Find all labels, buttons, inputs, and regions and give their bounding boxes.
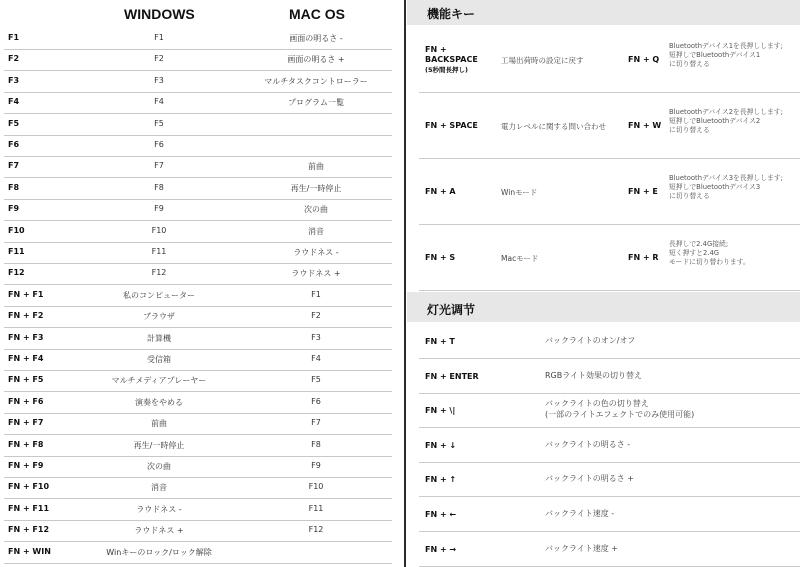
mac-function: 次の曲: [304, 205, 328, 215]
function-description: 電力レベルに関する問い合わせ: [501, 122, 606, 131]
key-combo-secondary: FN + E: [628, 187, 658, 196]
windows-function: 私のコンピューター: [123, 290, 195, 300]
key-combo: F12: [8, 268, 25, 278]
key-combo: FN + F11: [8, 503, 50, 513]
key-combo: FN + →: [425, 544, 457, 554]
key-combo: [425, 45, 478, 75]
key-combo: FN + F2: [8, 311, 44, 321]
key-combo: FN + F3: [8, 332, 44, 342]
key-combo: FN + ↓: [425, 440, 457, 450]
function-description-secondary: Bluetoothデバイス1を長押しします; 短押しでBluetoothデバイス1 に切り替える: [669, 42, 783, 68]
function-description: Macモード: [501, 254, 539, 263]
function-key-row: [419, 225, 800, 291]
key-combo: FN + F7: [8, 418, 44, 428]
key-row: [4, 477, 392, 499]
key-note: (5秒間長押し): [425, 66, 468, 74]
key-combo: [425, 253, 455, 263]
mac-column-header: MAC OS: [289, 6, 345, 22]
windows-function: Winキーのロック/ロック解除: [106, 547, 212, 557]
windows-function: F8: [154, 182, 164, 192]
mac-function: F8: [311, 439, 321, 449]
key-combo: [425, 187, 456, 197]
key-combo: F3: [8, 75, 20, 85]
key-row: [4, 306, 392, 328]
key-combo: F7: [8, 161, 20, 171]
function-key-row: [419, 93, 800, 159]
key-combo: FN + F10: [8, 482, 50, 492]
mac-function: F2: [311, 311, 321, 321]
light-description: バックライトのオン/オフ: [545, 336, 636, 345]
key-combo-text: FN + SPACE: [425, 121, 478, 130]
windows-function: ブラウザ: [143, 312, 175, 322]
key-combo-text: FN + BACKSPACE: [425, 45, 478, 64]
key-combo: FN + ←: [425, 510, 457, 519]
left-key-table: [0, 0, 394, 567]
light-description: バックライトの色の切り替え (一部のライトエフェクトでのみ使用可能): [545, 399, 695, 420]
windows-column-header: WINDOWS: [124, 6, 195, 22]
key-combo-text: FN + A: [425, 187, 456, 196]
key-row: [4, 370, 392, 392]
mac-function: 前曲: [308, 162, 324, 172]
key-combo: FN + F8: [8, 439, 44, 449]
key-row: [4, 178, 392, 200]
mac-function: プログラム一覧: [288, 98, 344, 108]
light-key-row: [419, 462, 800, 497]
mac-function: F12: [308, 525, 324, 535]
key-combo: F10: [8, 225, 25, 235]
key-combo: [425, 121, 478, 131]
light-key-row: [419, 428, 800, 463]
mac-function: F4: [311, 354, 321, 363]
mac-function: F1: [311, 289, 321, 299]
key-combo: FN + F5: [8, 375, 44, 385]
windows-function: F4: [154, 97, 164, 107]
windows-function: F2: [154, 54, 164, 64]
key-row: [4, 28, 392, 50]
mac-function: 画面の明るさ +: [287, 55, 345, 65]
key-combo-text: FN + S: [425, 253, 456, 262]
key-combo: FN + F6: [8, 396, 44, 406]
windows-function: F11: [151, 247, 167, 256]
windows-function: 受信箱: [147, 355, 171, 364]
windows-function: 再生/一時停止: [133, 440, 185, 450]
key-combo-secondary: FN + Q: [628, 55, 660, 64]
windows-function: 次の曲: [147, 462, 171, 471]
key-combo: FN + ENTER: [425, 371, 479, 381]
key-combo: F8: [8, 182, 20, 192]
function-description-secondary: Bluetoothデバイス2を長押しします; 短押しでBluetoothデバイス2 に切り替える: [669, 108, 783, 134]
light-description: RGBライト効果の切り替え: [545, 370, 643, 380]
key-row: [4, 199, 392, 221]
windows-function: ラウドネス +: [134, 526, 184, 536]
key-combo: F11: [8, 247, 25, 256]
mac-function: 画面の明るさ -: [289, 34, 343, 43]
windows-function: F10: [151, 225, 167, 235]
key-combo: F2: [8, 54, 20, 64]
windows-function: 前曲: [151, 419, 167, 429]
mac-function: 再生/一時停止: [290, 183, 342, 193]
key-row: [4, 135, 392, 157]
mac-function: F7: [311, 418, 321, 428]
key-row: [4, 435, 392, 457]
key-row: [4, 413, 392, 435]
key-combo: F4: [8, 97, 20, 107]
mac-function: F6: [311, 396, 321, 406]
function-description: 工場出荷時の設定に戻す: [501, 56, 584, 65]
key-combo: F6: [8, 140, 20, 149]
function-section-title: 機能キー: [427, 7, 476, 21]
key-combo: F1: [8, 33, 20, 42]
key-combo: F5: [8, 118, 20, 128]
windows-function: F12: [151, 268, 167, 278]
key-row: [4, 542, 392, 564]
windows-function: F7: [154, 161, 164, 171]
key-combo: FN + F1: [8, 289, 44, 299]
key-row: [4, 328, 392, 350]
center-divider: [404, 0, 406, 567]
light-key-row: [419, 497, 800, 532]
mac-function: ラウドネス -: [293, 248, 339, 257]
key-combo: FN + F9: [8, 461, 44, 470]
key-row: [4, 156, 392, 178]
key-row: [4, 456, 392, 478]
key-row: [4, 263, 392, 285]
light-key-row: [419, 324, 800, 359]
mac-function: F9: [311, 461, 321, 470]
windows-function: F1: [154, 33, 164, 42]
key-row: [4, 221, 392, 243]
mac-function: マルチタスクコントローラー: [264, 76, 368, 86]
key-combo: FN + F4: [8, 354, 44, 363]
key-row: [4, 349, 392, 371]
key-combo: FN + WIN: [8, 546, 51, 556]
windows-function: F5: [154, 118, 164, 128]
function-description-secondary: Bluetoothデバイス3を長押しします; 短押しでBluetoothデバイス3 に切り替える: [669, 174, 783, 200]
windows-function: 演奏をやめる: [135, 397, 183, 407]
light-description: バックライトの明るさ +: [545, 474, 635, 484]
mac-function: F5: [311, 375, 321, 385]
key-row: [4, 520, 392, 542]
mac-function: 消音: [308, 226, 324, 236]
windows-function: F3: [154, 75, 164, 85]
key-row: [4, 242, 392, 264]
function-key-row: [419, 27, 800, 93]
light-description: バックライトの明るさ -: [545, 439, 631, 449]
windows-function: F6: [154, 140, 164, 149]
key-row: [4, 114, 392, 136]
key-row: [4, 71, 392, 93]
mac-function: F11: [308, 503, 324, 513]
key-row: [4, 285, 392, 307]
key-row: [4, 92, 392, 114]
mac-function: ラウドネス +: [291, 269, 341, 279]
mac-function: F3: [311, 332, 321, 342]
key-combo: FN + F12: [8, 525, 50, 535]
windows-function: マルチメディアプレーヤー: [111, 376, 207, 386]
function-description-secondary: 長押しで2.4G接続; 短く押すと2.4G モードに切り替わります。: [669, 240, 750, 266]
key-combo-secondary: FN + W: [628, 121, 662, 130]
light-section-title: 灯光调节: [427, 303, 476, 317]
key-row: [4, 49, 392, 71]
light-key-row: [419, 532, 800, 567]
left-table-header: [0, 0, 394, 28]
key-row: [4, 392, 392, 414]
windows-function: ラウドネス -: [136, 504, 182, 514]
key-row: [4, 499, 392, 521]
windows-function: 計算機: [147, 333, 171, 343]
key-combo-secondary: FN + R: [628, 253, 659, 262]
function-description: Winモード: [501, 188, 538, 197]
function-key-row: [419, 159, 800, 225]
key-combo: FN + \|: [425, 406, 456, 416]
key-combo: FN + ↑: [425, 475, 457, 485]
light-key-row: [419, 359, 800, 394]
windows-function: F9: [154, 204, 164, 214]
function-section-header: [407, 0, 800, 25]
key-combo: F9: [8, 204, 20, 214]
light-key-row: [419, 393, 800, 428]
mac-function: F10: [308, 482, 324, 492]
light-description: バックライト速度 -: [545, 509, 615, 518]
light-description: バックライト速度 +: [545, 543, 619, 553]
right-panel: [407, 0, 800, 567]
windows-function: 消音: [151, 483, 167, 493]
light-section-header: [407, 292, 800, 322]
key-combo: FN + T: [425, 337, 455, 346]
